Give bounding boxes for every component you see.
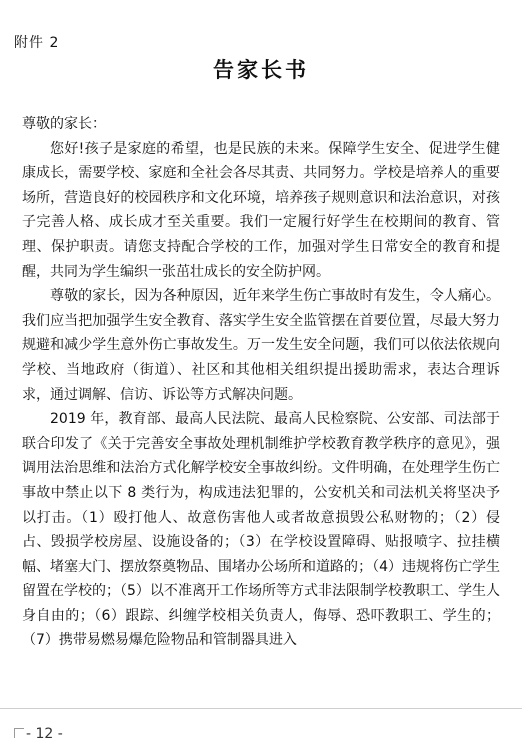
letter-body <box>22 112 500 653</box>
document-title: 告家长书 <box>213 58 309 82</box>
paragraph-1: 您好!孩子是家庭的希望，也是民族的未来。保障学生安全、促进学生健康成长，需要学校、家庭和全社会各尽其责、共同努力。学校是培养人的重要场所，营造良好的校园秩序和文化环境，培养孩子规则意识和法治意识，对孩子完善人格、成长成才至关重要。我们一定履行好学生在校期间的教育、管理、保护职责。请您支持配合学校的工作，加强对学生日常安全的教育和提醒，共同为学生编织一张茁壮成长的安全防护网。 <box>22 140 500 280</box>
crop-corner-mark <box>14 728 24 738</box>
salutation: 尊敬的家长： <box>22 116 106 132</box>
attachment-label: 附件 2 <box>14 35 60 51</box>
page-number: - 12 - <box>26 726 63 742</box>
page-bottom-rule <box>0 708 522 709</box>
paragraph-2: 尊敬的家长，因为各种原因，近年来学生伤亡事故时有发生，令人痛心。我们应当把加强学生安全教育、落实学生安全监管摆在首要位置，尽最大努力规避和减少学生意外伤亡事故发生。万一发生安全问题，我们可以依法依规向学校、当地政府（街道）、社区和其他相关组织提出援助需求，表达合理诉求，通过调解、信访、诉讼等方式解决问题。 <box>22 288 500 403</box>
paragraph-3: 2019 年，教育部、最高人民法院、最高人民检察院、公安部、司法部于联合印发了《关于完善安全事故处理机制维护学校教育教学秩序的意见》，强调用法治思维和法治方式化解学校安全事故纠纷。文件明确，在处理学生伤亡事故中禁止以下 8 类行为，构成违法犯罪的，公安机关和司法机关将坚决予以打击。（1）殴打他人、故意伤害他人或者故意损毁公私财物的；（2）侵占、毁损学校房屋、设施设备的；（3）在学校设置障碍、贴报喷字、拉挂横幅、堵塞大门、摆放祭奠物品、围堵办公场所和道路的；（4）违规将伤亡学生留置在学校的；（5）以不准离开工作场所等方式非法限制学校教职工、学生人身自由的；（6）跟踪、纠缠学校相关负责人，侮辱、恐吓教职工、学生的；（7）携带易燃易爆危险物品和管制器具进入 <box>22 411 500 649</box>
